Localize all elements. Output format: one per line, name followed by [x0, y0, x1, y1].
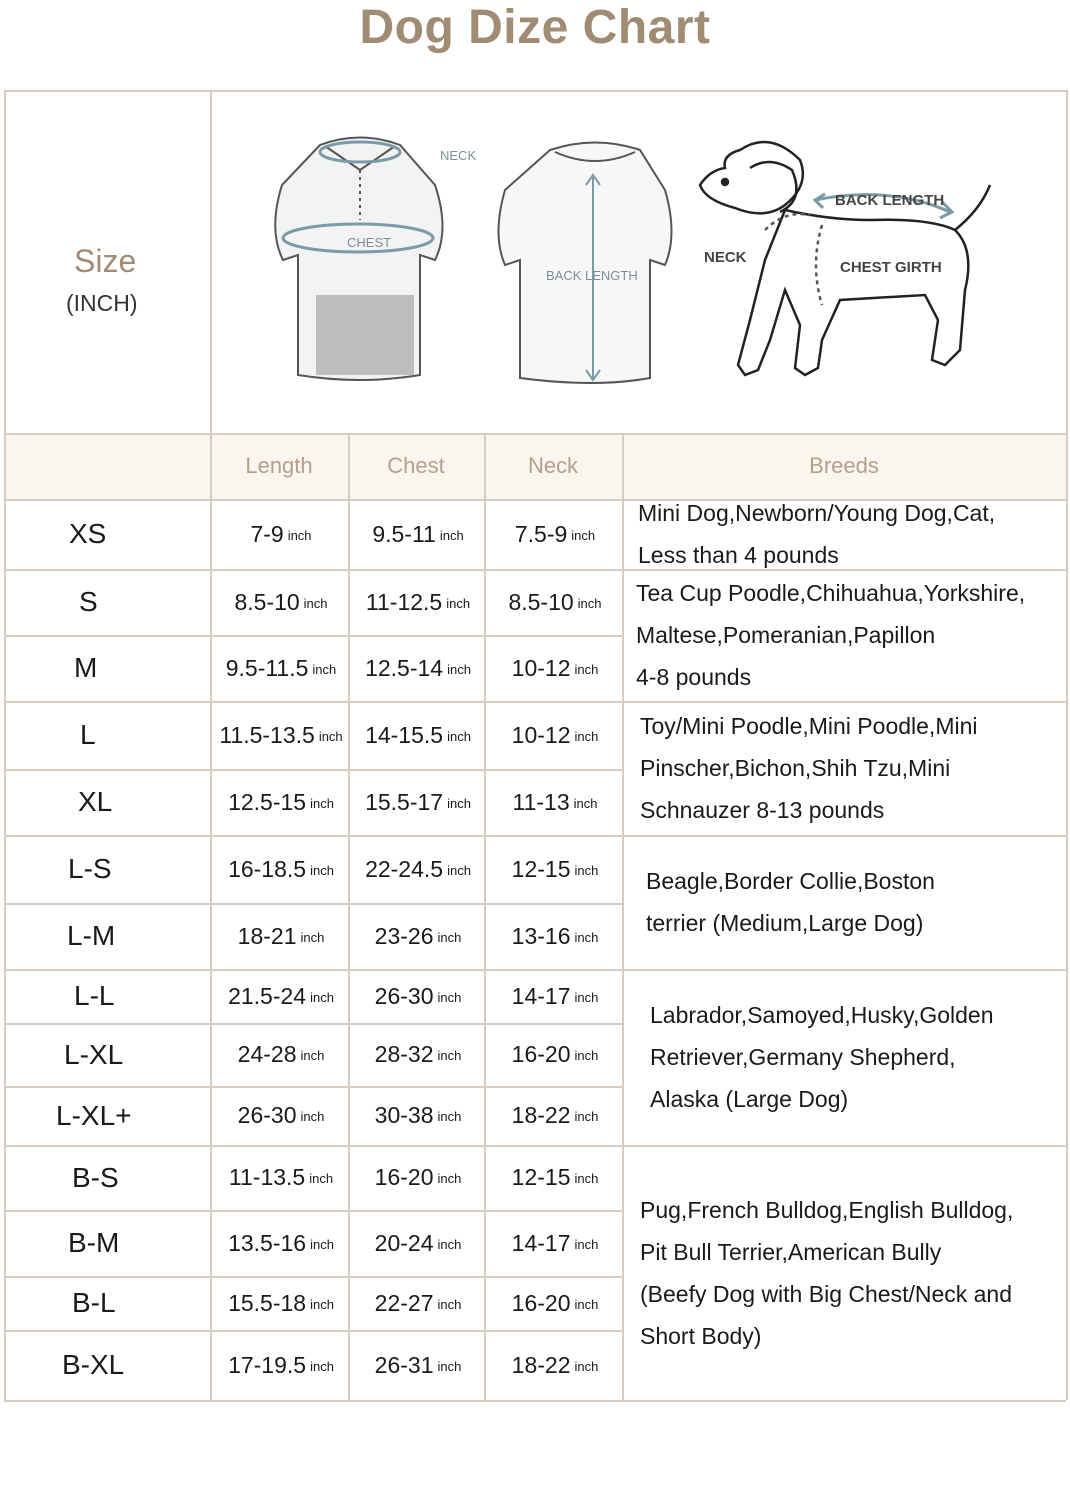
neck-value: 11-13: [512, 788, 570, 815]
column-divider: [4, 90, 6, 1400]
neck-value: 16-20: [511, 1289, 571, 1316]
chest-value: 23-26: [374, 922, 434, 949]
row-divider: [4, 635, 622, 637]
unit-label: inch: [437, 1171, 462, 1186]
length-cell: [216, 1210, 346, 1276]
unit-label: inch: [303, 595, 328, 611]
neck-cell: [490, 1086, 620, 1145]
shirt-back-icon: [499, 143, 672, 384]
length-value: 24-28: [237, 1041, 297, 1067]
size-cell: M: [74, 652, 98, 683]
length-cell: [216, 569, 346, 635]
unit-label: inch: [571, 527, 596, 543]
length-value: 8.5-10: [234, 588, 300, 615]
dog-back-length-label: BACK LENGTH: [835, 192, 945, 209]
unit-label: inch: [437, 929, 462, 945]
neck-value: 8.5-10: [508, 588, 574, 615]
unit-label: inch: [574, 1048, 599, 1063]
length-cell: [216, 1145, 346, 1210]
unit-label: inch: [437, 1048, 462, 1063]
unit-label: inch: [437, 1358, 462, 1374]
unit-label: inch: [574, 661, 599, 677]
breeds-cell: Toy/Mini Poodle,Mini Poodle,Mini Pinscher,Bichon,Shih Tzu,Mini Schnauzer 8-13 pounds: [640, 713, 978, 823]
unit-label: inch: [439, 527, 464, 543]
size-cell: L-XL+: [56, 1099, 132, 1131]
neck-value: 14-17: [511, 1229, 571, 1256]
chest-cell: [354, 1086, 482, 1145]
neck-cell: [490, 769, 620, 835]
length-value: 26-30: [237, 1102, 297, 1128]
shirt-front-icon: [275, 138, 442, 381]
unit-label: inch: [447, 795, 471, 811]
size-unit-label: (INCH): [66, 290, 138, 316]
length-value: 18-21: [237, 922, 297, 949]
size-cell: L-S: [68, 853, 112, 884]
row-divider: [4, 1276, 622, 1278]
length-cell: [216, 1330, 346, 1400]
size-cell: B-S: [72, 1161, 119, 1193]
row-divider: [4, 903, 622, 905]
chest-value: 22-24.5: [365, 855, 444, 882]
front-neck-label: NECK: [440, 148, 477, 163]
row-divider: [4, 1023, 622, 1025]
size-table: [4, 90, 1066, 1400]
size-cell: L-M: [67, 920, 116, 951]
row-divider: [4, 1210, 622, 1212]
unit-label: inch: [574, 1109, 599, 1124]
chest-cell: [354, 969, 482, 1023]
breeds-cell: Labrador,Samoyed,Husky,Golden Retriever,Germany Shepherd, Alaska (Large Dog): [650, 1002, 994, 1112]
unit-label: inch: [310, 989, 334, 1005]
size-cell: B-XL: [62, 1349, 125, 1380]
length-value: 16-18.5: [228, 855, 307, 882]
column-header-length: Length: [245, 453, 313, 478]
length-value: 13.5-16: [228, 1229, 307, 1256]
size-cell: L-XL: [64, 1038, 124, 1070]
row-divider: [4, 569, 1066, 571]
unit-label: inch: [300, 1109, 325, 1124]
unit-label: inch: [300, 929, 325, 945]
unit-label: inch: [300, 1048, 325, 1063]
unit-label: inch: [574, 1171, 599, 1186]
dog-neck-label: NECK: [704, 249, 747, 266]
length-value: 9.5-11.5: [225, 654, 309, 681]
unit-label: inch: [310, 862, 334, 878]
chest-value: 28-32: [374, 1041, 434, 1067]
length-cell: [216, 1023, 346, 1086]
column-divider: [622, 433, 624, 1400]
unit-label: inch: [574, 1296, 599, 1312]
neck-cell: [490, 569, 620, 635]
chest-cell: [354, 835, 482, 903]
column-header-breeds: Breeds: [809, 453, 879, 478]
unit-label: inch: [310, 1358, 334, 1374]
column-divider: [484, 433, 486, 1400]
unit-label: inch: [437, 1109, 462, 1124]
column-divider: [1066, 90, 1068, 1400]
front-chest-label: CHEST: [347, 235, 392, 250]
unit-label: inch: [574, 728, 599, 744]
chest-cell: [354, 903, 482, 969]
row-divider: [4, 969, 1066, 971]
chest-cell: [354, 1145, 482, 1210]
unit-label: inch: [312, 661, 337, 677]
neck-value: 7.5-9: [514, 520, 568, 547]
chest-cell: [354, 701, 482, 769]
unit-label: inch: [437, 1296, 462, 1312]
length-cell: [216, 1276, 346, 1330]
length-value: 11-13.5: [228, 1164, 306, 1190]
neck-cell: [490, 903, 620, 969]
unit-label: inch: [447, 862, 471, 878]
chest-value: 30-38: [374, 1102, 434, 1128]
column-divider: [348, 433, 350, 1400]
neck-cell: [490, 1210, 620, 1276]
page-title: Dog Dize Chart: [359, 1, 711, 54]
row-divider: [4, 1086, 622, 1088]
length-value: 11.5-13.5: [219, 721, 315, 748]
size-cell: XL: [78, 786, 113, 817]
breeds-cell: Mini Dog,Newborn/Young Dog,Cat, Less than 4 pounds: [638, 500, 996, 568]
unit-label: inch: [437, 1236, 462, 1252]
unit-label: inch: [447, 661, 471, 677]
unit-label: inch: [447, 728, 471, 744]
row-divider: [4, 499, 1066, 501]
row-divider: [4, 433, 1066, 435]
size-cell: B-M: [68, 1227, 120, 1258]
chest-value: 26-31: [374, 1351, 434, 1378]
row-divider: [4, 1400, 1066, 1402]
neck-cell: [490, 1023, 620, 1086]
length-cell: [216, 903, 346, 969]
row-divider: [4, 769, 622, 771]
unit-label: inch: [574, 929, 599, 945]
unit-label: inch: [574, 989, 599, 1005]
chest-cell: [354, 1330, 482, 1400]
neck-cell: [490, 701, 620, 769]
neck-value: 10-12: [511, 654, 571, 681]
chest-value: 26-30: [374, 982, 434, 1009]
neck-value: 10-12: [511, 721, 571, 748]
neck-cell: [490, 1276, 620, 1330]
unit-label: inch: [574, 862, 599, 878]
chest-cell: [354, 769, 482, 835]
unit-label: inch: [318, 728, 343, 744]
chest-cell: [354, 1023, 482, 1086]
row-divider: [4, 1330, 622, 1332]
length-cell: [216, 701, 346, 769]
neck-value: 12-15: [511, 855, 571, 882]
unit-label: inch: [310, 795, 334, 811]
dog-chest-girth-label: CHEST GIRTH: [840, 259, 942, 276]
size-cell: L-L: [74, 980, 115, 1011]
length-cell: [216, 499, 346, 569]
unit-label: inch: [574, 1236, 599, 1252]
chest-value: 11-12.5: [365, 588, 443, 615]
row-divider: [4, 701, 1066, 703]
chest-cell: [354, 635, 482, 701]
length-value: 15.5-18: [228, 1289, 307, 1316]
size-cell: S: [79, 586, 98, 617]
unit-label: inch: [437, 989, 462, 1005]
length-value: 7-9: [250, 520, 284, 547]
chest-value: 20-24: [374, 1229, 434, 1256]
unit-label: inch: [446, 595, 471, 611]
chest-value: 22-27: [374, 1289, 434, 1316]
breeds-cell: Tea Cup Poodle,Chihuahua,Yorkshire, Maltese,Pomeranian,Papillon 4-8 pounds: [636, 580, 1026, 690]
row-divider: [4, 1145, 1066, 1147]
unit-label: inch: [310, 1236, 334, 1252]
neck-value: 16-20: [511, 1041, 571, 1067]
neck-cell: [490, 1330, 620, 1400]
length-cell: [216, 835, 346, 903]
unit-label: inch: [310, 1296, 334, 1312]
breeds-cell: Beagle,Border Collie,Boston terrier (Medium,Large Dog): [646, 868, 935, 936]
breeds-cell: Pug,French Bulldog,English Bulldog, Pit Bull Terrier,American Bully (Beefy Dog with Big Chest/Neck and Short Body): [640, 1196, 1014, 1349]
row-divider: [4, 90, 1066, 92]
length-cell: [216, 635, 346, 701]
neck-value: 12-15: [511, 1164, 571, 1190]
length-value: 12.5-15: [228, 788, 307, 815]
chest-value: 16-20: [374, 1164, 434, 1190]
column-header-chest: Chest: [387, 453, 445, 478]
neck-cell: [490, 969, 620, 1023]
unit-label: inch: [287, 527, 312, 543]
column-divider: [210, 90, 212, 1400]
length-cell: [216, 1086, 346, 1145]
length-cell: [216, 769, 346, 835]
chest-cell: [354, 1210, 482, 1276]
length-value: 17-19.5: [228, 1351, 307, 1378]
row-divider: [4, 835, 1066, 837]
unit-label: inch: [577, 595, 602, 611]
size-cell: B-L: [72, 1287, 116, 1318]
unit-label: inch: [574, 1358, 599, 1374]
neck-value: 18-22: [511, 1102, 571, 1128]
neck-value: 14-17: [511, 982, 571, 1009]
back-length-label: BACK LENGTH: [546, 268, 638, 283]
unit-label: inch: [309, 1171, 334, 1186]
size-cell: L: [80, 719, 96, 750]
size-label: Size: [74, 243, 137, 279]
chest-value: 14-15.5: [365, 721, 444, 748]
chest-cell: [354, 569, 482, 635]
measurement-illustration: [210, 90, 1066, 433]
chest-cell: [354, 499, 482, 569]
unit-label: inch: [573, 795, 598, 811]
neck-value: 13-16: [511, 922, 571, 949]
neck-cell: [490, 835, 620, 903]
chest-value: 15.5-17: [365, 788, 444, 815]
neck-value: 18-22: [511, 1351, 571, 1378]
size-cell: XS: [69, 518, 107, 549]
length-value: 21.5-24: [228, 982, 307, 1009]
neck-cell: [490, 635, 620, 701]
length-cell: [216, 969, 346, 1023]
chest-cell: [354, 1276, 482, 1330]
column-header-neck: Neck: [527, 453, 579, 478]
neck-cell: [490, 499, 620, 569]
chest-value: 9.5-11: [372, 520, 436, 547]
chest-value: 12.5-14: [365, 654, 444, 681]
neck-cell: [490, 1145, 620, 1210]
